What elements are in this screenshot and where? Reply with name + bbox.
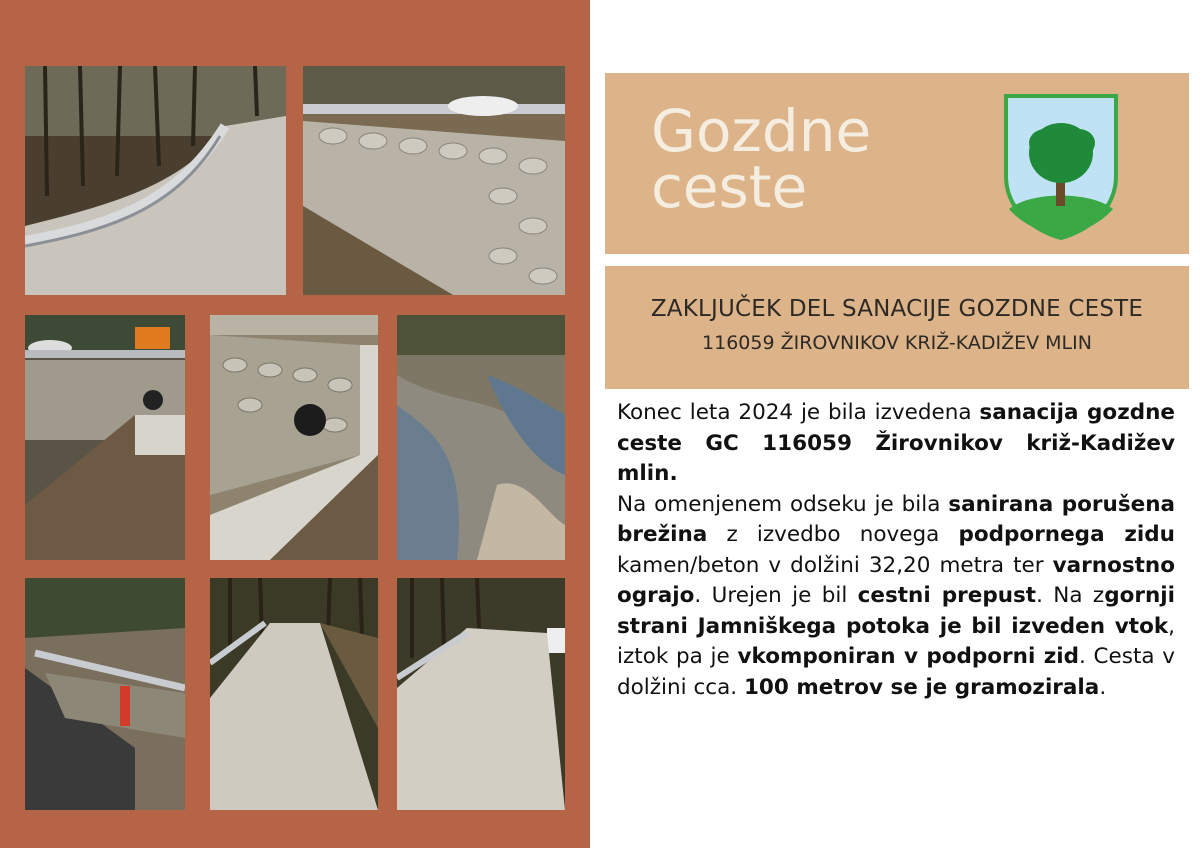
photo-culvert-truck (25, 315, 185, 560)
heading-box (605, 266, 1189, 389)
text-run: , iztok pa je (617, 613, 1175, 669)
text-run: . Cesta v dolžini cca. (617, 644, 1176, 700)
photo-gravel-road-forest (210, 578, 378, 810)
heading-line-2: 116059 ŽIROVNIKOV KRIŽ-KADIŽEV MLIN (702, 332, 1092, 354)
photo-panel (0, 0, 590, 848)
text-run-bold: sanacija gozdne ceste GC 116059 Žirovnikov križ-Kadižev mlin. (617, 400, 1175, 486)
photo-stream-bed (397, 315, 565, 560)
photo-asphalt-guardrail (25, 578, 185, 810)
photo-gravel-road-curve (397, 578, 565, 810)
heading-line-1: ZAKLJUČEK DEL SANACIJE GOZDNE CESTE (650, 296, 1144, 322)
title-box (605, 73, 1189, 254)
text-run-bold: sanirana porušena brežina (617, 491, 1176, 547)
text-run-bold: varnostno ograjo (617, 552, 1175, 608)
text-run-bold: gornji strani Jamniškega potoka je bil izveden vtok (617, 583, 1176, 639)
paragraph-2 (617, 490, 1175, 704)
municipal-crest-icon (1001, 91, 1121, 241)
text-run: . Urejen je bil (694, 583, 858, 608)
photo-curved-wall-pipe (210, 315, 378, 560)
photo-stone-wall-car (303, 66, 565, 295)
text-run-bold: 100 metrov se je gramozirala (743, 674, 1100, 700)
page-title (651, 97, 872, 221)
text-run: . Na z (1036, 583, 1105, 608)
text-run-bold: cestni prepust (857, 583, 1037, 608)
text-run: Na omenjenem odseku je bila (617, 491, 949, 517)
description-text (617, 398, 1175, 703)
title-line-1: Gozdne (651, 97, 872, 165)
text-run: . (1099, 674, 1107, 700)
text-run: Konec leta 2024 je bila izvedena (617, 400, 980, 425)
title-line-2: ceste (651, 153, 808, 221)
photo-road-guardrail (25, 66, 286, 295)
paragraph-1 (617, 398, 1175, 490)
text-run: kamen/beton v dolžini 32,20 metra ter (617, 552, 1053, 578)
text-run: z izvedbo novega (707, 522, 959, 547)
text-run-bold: vkomponiran v podporni zid (737, 644, 1079, 669)
text-run-bold: podpornega zidu (958, 522, 1175, 547)
